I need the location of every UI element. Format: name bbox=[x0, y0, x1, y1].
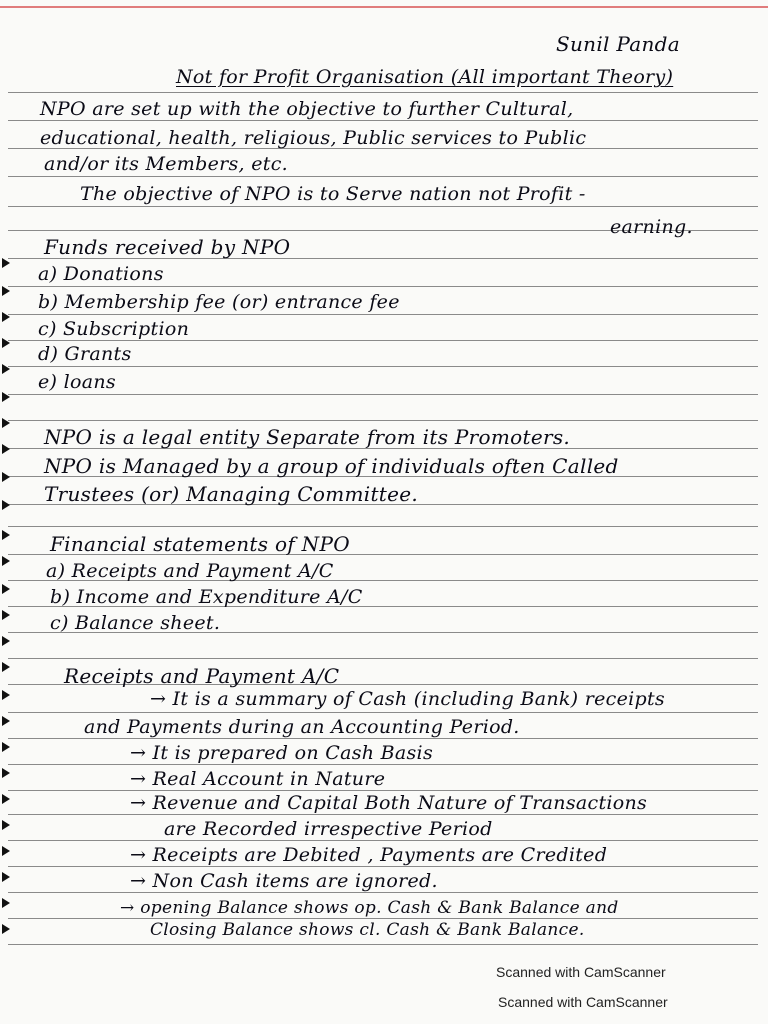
ruled-line bbox=[8, 420, 758, 421]
scanner-watermark-2: Scanned with CamScanner bbox=[498, 994, 668, 1010]
binding-hole bbox=[2, 846, 10, 856]
binding-hole bbox=[2, 472, 10, 482]
binding-hole bbox=[2, 742, 10, 752]
ruled-line bbox=[8, 840, 758, 841]
receipts-heading: Receipts and Payment A/C bbox=[64, 664, 340, 688]
ruled-line bbox=[8, 314, 758, 315]
margin-red-line bbox=[0, 6, 768, 8]
binding-hole bbox=[2, 768, 10, 778]
binding-hole bbox=[2, 338, 10, 348]
binding-hole bbox=[2, 584, 10, 594]
ruled-line bbox=[8, 340, 758, 341]
receipts-line: → It is prepared on Cash Basis bbox=[130, 742, 433, 764]
statements-item: b) Income and Expenditure A/C bbox=[50, 586, 363, 608]
binding-hole bbox=[2, 312, 10, 322]
binding-hole bbox=[2, 258, 10, 268]
ruled-line bbox=[8, 790, 758, 791]
ruled-line bbox=[8, 814, 758, 815]
receipts-line: Closing Balance shows cl. Cash & Bank Balance. bbox=[150, 920, 585, 940]
receipts-line: → Revenue and Capital Both Nature of Transactions bbox=[130, 792, 648, 814]
binding-hole bbox=[2, 820, 10, 830]
binding-hole bbox=[2, 662, 10, 672]
funds-item: b) Membership fee (or) entrance fee bbox=[38, 291, 400, 313]
ruled-line bbox=[8, 92, 758, 93]
receipts-line: → Non Cash items are ignored. bbox=[130, 870, 438, 892]
receipts-line: → Receipts are Debited , Payments are Credited bbox=[130, 844, 608, 866]
ruled-line bbox=[8, 120, 758, 121]
binding-hole bbox=[2, 610, 10, 620]
ruled-line bbox=[8, 892, 758, 893]
binding-hole bbox=[2, 794, 10, 804]
binding-hole bbox=[2, 690, 10, 700]
intro-line-1: NPO are set up with the objective to further Cultural, bbox=[40, 98, 574, 120]
ruled-line bbox=[8, 176, 758, 177]
ruled-line bbox=[8, 394, 758, 395]
ruled-line bbox=[8, 366, 758, 367]
funds-item: a) Donations bbox=[38, 263, 164, 285]
ruled-line bbox=[8, 526, 758, 527]
binding-hole bbox=[2, 898, 10, 908]
entity-line-2: NPO is Managed by a group of individuals often Called bbox=[44, 454, 619, 478]
author-signature: Sunil Panda bbox=[556, 32, 681, 56]
binding-hole bbox=[2, 418, 10, 428]
binding-holes bbox=[0, 0, 14, 1024]
ruled-line bbox=[8, 738, 758, 739]
binding-hole bbox=[2, 500, 10, 510]
binding-hole bbox=[2, 924, 10, 934]
binding-hole bbox=[2, 286, 10, 296]
statements-heading: Financial statements of NPO bbox=[50, 532, 350, 556]
entity-line-3: Trustees (or) Managing Committee. bbox=[44, 482, 419, 506]
ruled-line bbox=[8, 286, 758, 287]
scanner-watermark-1: Scanned with CamScanner bbox=[496, 964, 666, 980]
funds-item: d) Grants bbox=[38, 343, 132, 365]
binding-hole bbox=[2, 636, 10, 646]
page-title: Not for Profit Organisation (All important Theory) bbox=[176, 66, 674, 88]
intro-line-2: educational, health, religious, Public services to Public bbox=[40, 127, 587, 149]
binding-hole bbox=[2, 556, 10, 566]
statements-item: a) Receipts and Payment A/C bbox=[46, 560, 334, 582]
receipts-line: → It is a summary of Cash (including Bank) receipts bbox=[150, 688, 665, 710]
ruled-line bbox=[8, 866, 758, 867]
binding-hole bbox=[2, 364, 10, 374]
binding-hole bbox=[2, 530, 10, 540]
binding-hole bbox=[2, 716, 10, 726]
binding-hole bbox=[2, 872, 10, 882]
entity-line-1: NPO is a legal entity Separate from its Promoters. bbox=[44, 425, 571, 449]
funds-heading: Funds received by NPO bbox=[44, 235, 291, 259]
ruled-line bbox=[8, 918, 758, 919]
ruled-line bbox=[8, 764, 758, 765]
objective-line-1: The objective of NPO is to Serve nation not Profit - bbox=[80, 183, 586, 205]
ruled-line bbox=[8, 206, 758, 207]
ruled-line bbox=[8, 712, 758, 713]
ruled-line bbox=[8, 944, 758, 945]
ruled-line bbox=[8, 658, 758, 659]
intro-line-3: and/or its Members, etc. bbox=[44, 153, 288, 175]
receipts-line: → opening Balance shows op. Cash & Bank Balance and bbox=[120, 898, 619, 918]
receipts-line: are Recorded irrespective Period bbox=[164, 818, 493, 840]
binding-hole bbox=[2, 444, 10, 454]
statements-item: c) Balance sheet. bbox=[50, 612, 221, 634]
funds-item: e) loans bbox=[38, 371, 116, 393]
funds-item: c) Subscription bbox=[38, 318, 190, 340]
receipts-line: → Real Account in Nature bbox=[130, 768, 386, 790]
binding-hole bbox=[2, 392, 10, 402]
receipts-line: and Payments during an Accounting Period. bbox=[84, 716, 520, 738]
objective-line-2: earning. bbox=[610, 216, 693, 238]
